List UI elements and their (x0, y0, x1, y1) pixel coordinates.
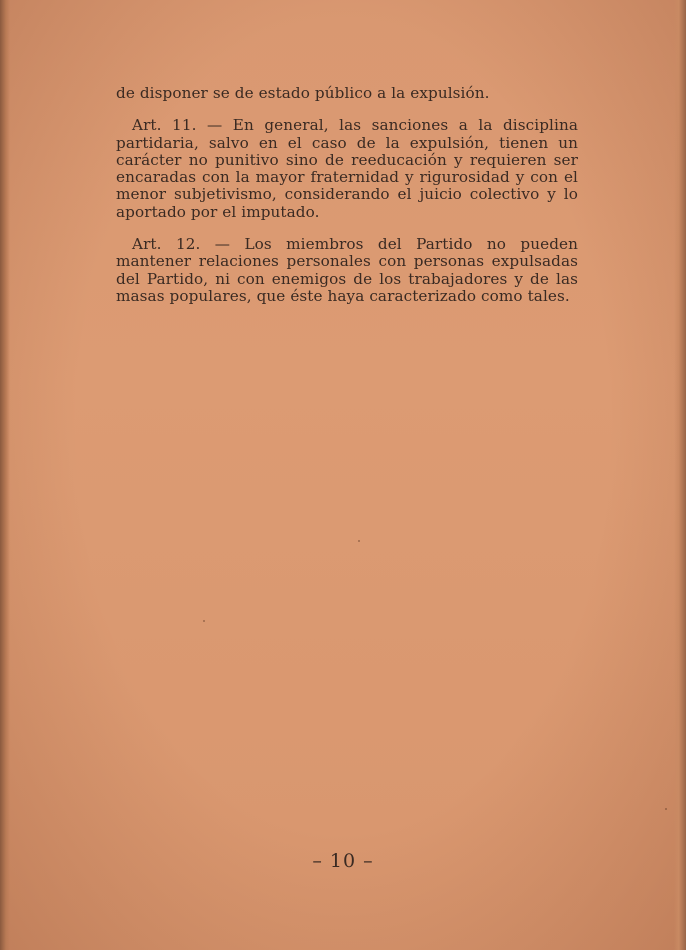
paper-speck (665, 808, 667, 810)
paper-speck (358, 540, 360, 542)
page-edge-left (0, 0, 10, 950)
paragraph-continuation: de disponer se de estado público a la expulsión. (116, 84, 490, 102)
page-edge-right (674, 0, 686, 950)
paragraph-article-11: Art. 11. — En general, las sanciones a la disciplina partidaria, salvo en el caso de la expulsión, tienen un carácter no punitivo sino de reeducación y requieren ser encaradas con la mayor fraternidad y rigurosidad y con el menor subjetivismo, considerando el juicio colectivo y lo aportado por el imputado. (116, 116, 578, 221)
page-number: – 10 – (312, 850, 374, 872)
body-text (116, 85, 578, 320)
paragraph-article-12: Art. 12. — Los miembros del Partido no pueden mantener relaciones personales con personas expulsadas del Partido, ni con enemigos de los trabajadores y de las masas populares, que éste haya caracterizado como tales. (116, 235, 578, 305)
paper-speck (203, 620, 205, 622)
